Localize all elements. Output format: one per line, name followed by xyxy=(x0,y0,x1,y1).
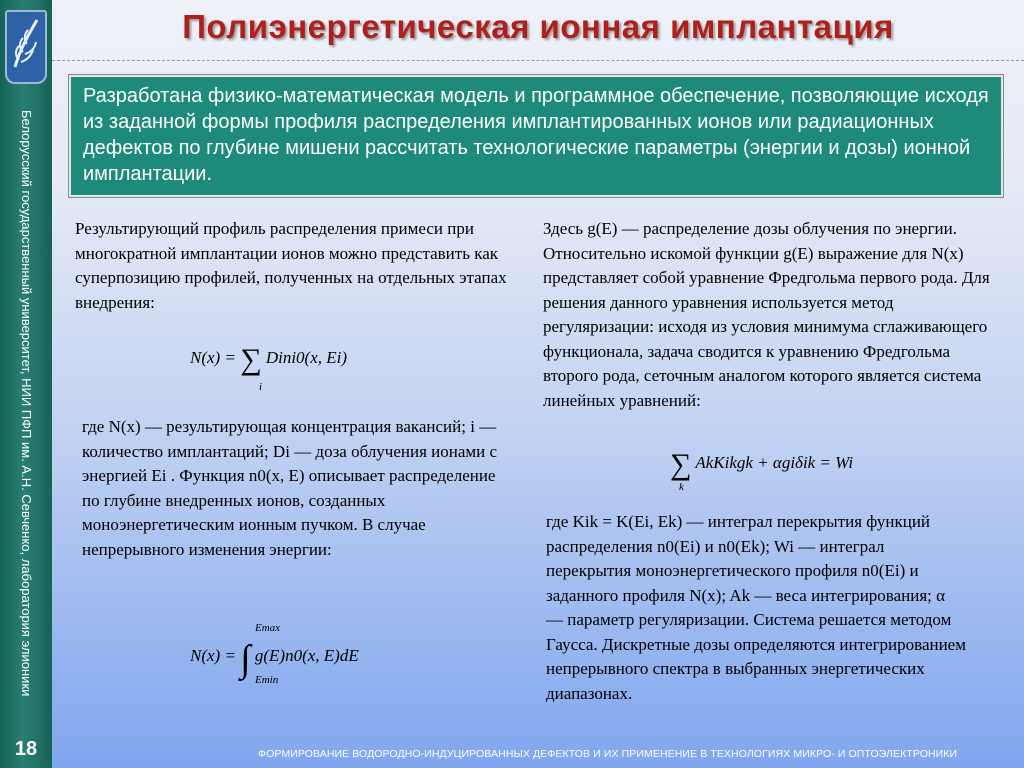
sidebar xyxy=(0,0,52,768)
formula-continuous-energy xyxy=(190,640,359,678)
formula-2-rhs: g(E)n0(x, E)dE xyxy=(254,646,359,665)
formula-2-lower-limit: Emin xyxy=(255,674,279,686)
right-paragraph-1: Здесь g(E) — распределение дозы облучения по энергии. Относительно искомой функции g(E) выражение для N(x) представляет собой уравнение Фредгольма первого рода. Для решения данного уравнения используется метод регуляризации: исходя из условия минимума сглаживающего функционала, задача сводится к уравнению Фредгольма второго рода, сеточным аналогом которого является система линейных уравнений: xyxy=(543,219,990,410)
left-paragraph-2: где N(x) — результирующая концентрация вакансий; i — количество имплантаций; Di — доза облучения ионами с энергией Ei . Функция n0(x, E) описывает распределение по глубине внедренных ионов, созданных моноэнергетическим ионным пучком. В случае непрерывного изменения энергии: xyxy=(82,417,498,559)
footer-caption: ФОРМИРОВАНИЕ ВОДОРОДНО-ИНДУЦИРОВАННЫХ ДЕФЕКТОВ И ИХ ПРИМЕНЕНИЕ В ТЕХНОЛОГИЯХ МИКРО- И ОПТОЭЛЕКТРОНИКИ xyxy=(258,748,958,760)
sum-sign: ∑ xyxy=(670,448,692,481)
integral-sign: ∫ xyxy=(240,638,251,680)
formula-2-lhs: N(x) = xyxy=(190,646,236,665)
page-title: Полиэнергетическая ионная имплантация xyxy=(182,8,894,45)
intro-text: Разработана физико-математическая модель и программное обеспечение, позволяющие исходя из заданной формы профиля распределения имплантированных ионов или радиационных дефектов по глубине мишени рассчитать технологические параметры (энергии и дозы) ионной имплантации. xyxy=(83,85,989,185)
formula-3-sum-index: k xyxy=(679,481,684,493)
intro-box xyxy=(69,75,1003,197)
formula-1-rhs: Dini0(x, Ei) xyxy=(265,348,348,367)
formula-1-lhs: N(x) = xyxy=(190,348,236,367)
title-divider xyxy=(52,60,1024,61)
formula-2-upper-limit: Emax xyxy=(255,622,281,634)
formula-sum-profiles xyxy=(190,345,347,375)
sum-sign: ∑ xyxy=(240,343,262,376)
sidebar-vertical-caption: Белорусский государственный университет, НИИ ПФП им. А.Н. Севченко, лаборатория элионики xyxy=(19,110,34,697)
formula-linear-system xyxy=(670,450,853,480)
right-paragraph-2: где Kik = K(Ei, Ek) — интеграл перекрытия функций распределения n0(Ei) и n0(Ek); Wi — интеграл перекрытия моноэнергетического профиля n0(Ei) и заданного профиля N(x); Ak — веса интегрирования; α — параметр регуляризации. Система решается методом Гаусса. Дискретные дозы определяются интегрированием непрерывного спектра в выбранных энергетических диапазонах. xyxy=(546,512,966,703)
university-crest-icon xyxy=(5,10,47,84)
left-paragraph-1: Результирующий профиль распределения примеси при многократной имплантации ионов можно представить как суперпозицию профилей, полученных на отдельных этапах внедрения: xyxy=(75,219,507,312)
formula-3-rhs: AkKikgk + αgiδik = Wi xyxy=(695,453,854,472)
page-number: 18 xyxy=(14,738,38,760)
formula-1-sum-index: i xyxy=(259,381,263,393)
